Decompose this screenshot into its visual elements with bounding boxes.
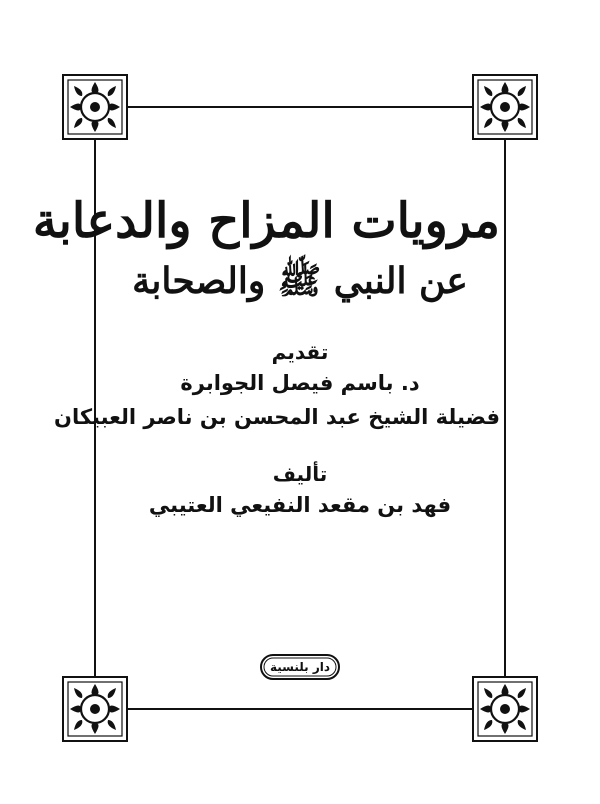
corner-ornament-bottom-left-icon [62,676,128,742]
publisher-logo-text: دار بلنسية [269,660,331,674]
publisher-logo [260,654,340,680]
introduction-label: تقديم [271,340,329,364]
corner-ornament-top-right-icon [472,74,538,140]
presenter-name-2: فضيلة الشيخ عبد المحسن بن ناصر العبيكان [54,405,500,429]
book-title: مرويات المزاح والدعابة [32,193,500,249]
authorship-label: تأليف [272,462,328,486]
title-page-content [32,190,500,522]
author-name: فهد بن مقعد النفيعي العتيبي [148,493,452,517]
corner-ornament-bottom-right-icon [472,676,538,742]
book-subtitle: عن النبي ﷺ والصحابة [132,260,468,302]
corner-ornament-top-left-icon [62,74,128,140]
presenter-name-1: د. باسم فيصل الجوابرة [180,371,420,395]
